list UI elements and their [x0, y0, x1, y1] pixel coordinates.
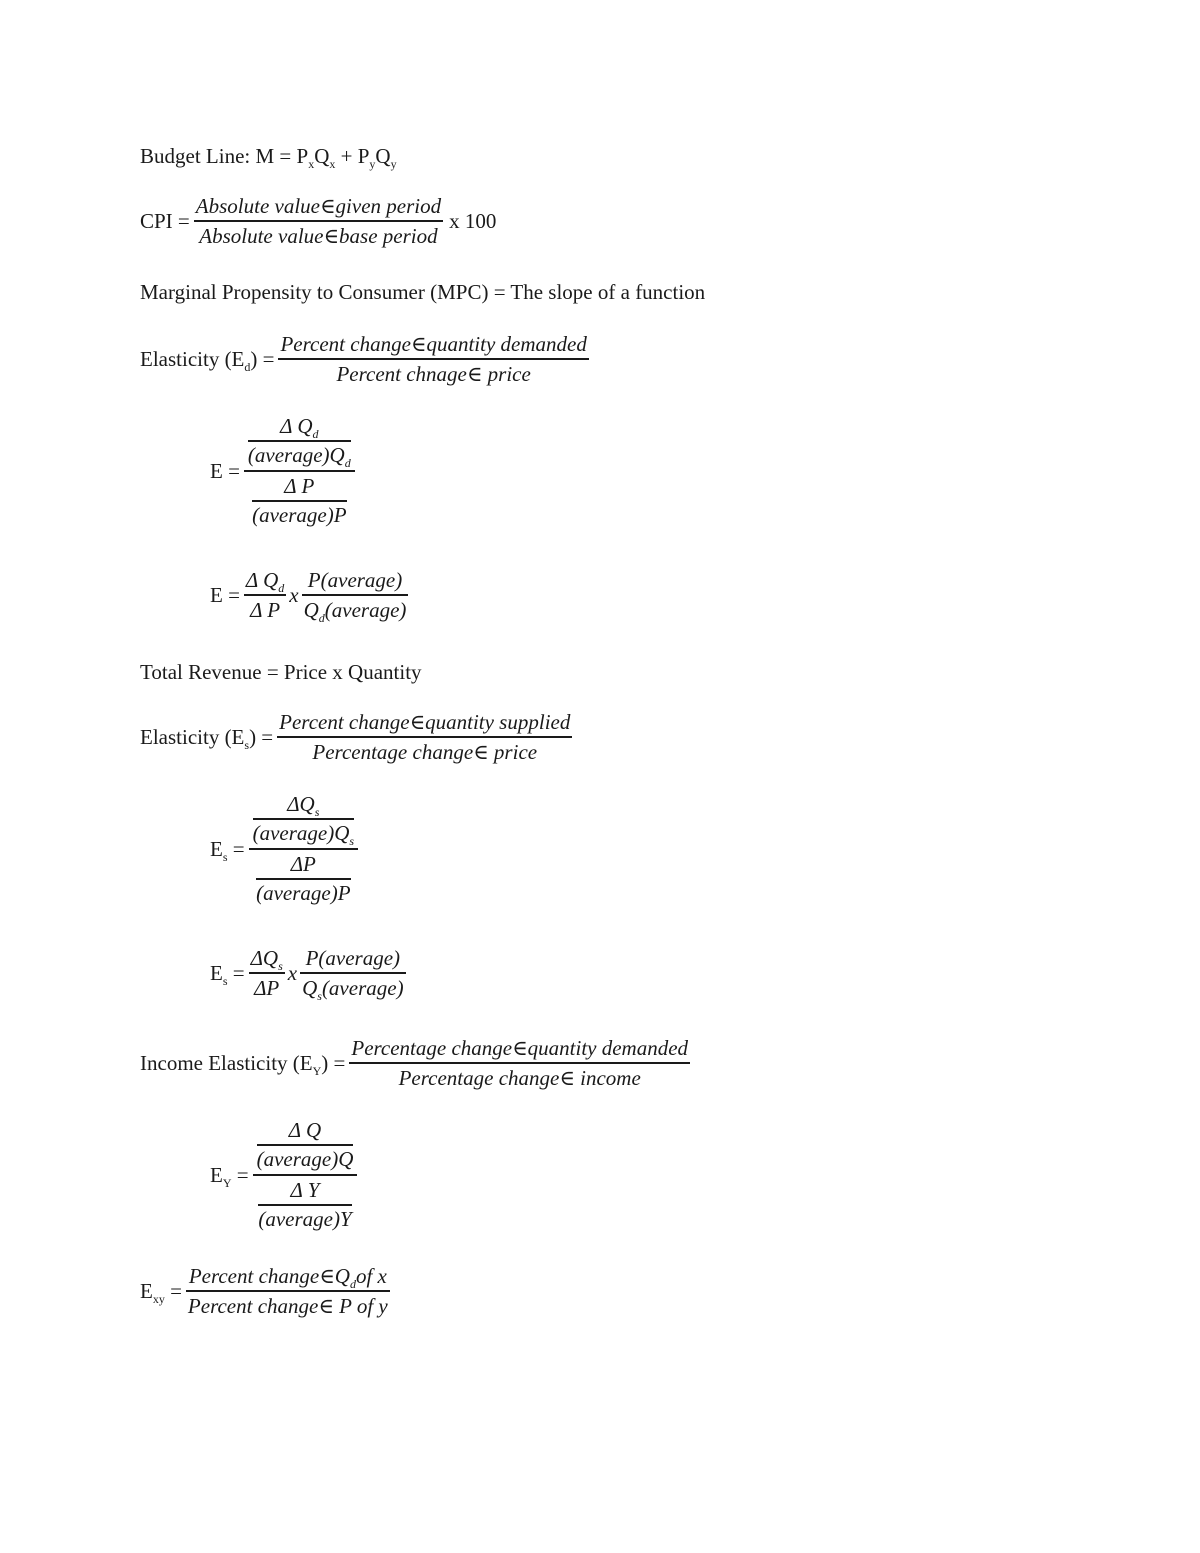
elasticity-supply-nested-formula: $E_s$ = $\Delta Q_s$ $(average)Q_s$ ΔP (average)P — [210, 790, 358, 908]
elasticity-demand-formula: Elasticity $(E_d)$ = $\frac{\text{Percent change∈quantity demanded}}{\text{Percent chnage∈ price}}$ — [140, 332, 587, 386]
elasticity-nested-fraction: Δ $Q_d$ $(average)Q_d$ Δ P (average)P — [244, 412, 355, 530]
income-elasticity-nested-formula: $E_Y$ = Δ Q (average)Q Δ Y (average)Y — [210, 1116, 357, 1234]
elasticity-supply-formula: Elasticity $(E_s)$ = $\frac{\text{Percent change∈quantity supplied}}{\text{Percentage change∈ price}}$ — [140, 710, 571, 764]
budget-line-formula: Budget Line: $M = P_xQ_x + P_yQ_y$ — [140, 144, 397, 171]
cross-elasticity-formula: $E_{xy}$ = $\frac{Percent change\in Q_dof x}{\text{Percent change∈ P of y}}$ — [140, 1264, 388, 1318]
income-elasticity-formula: Income Elasticity $(E_Y)$ = $\frac{\text{Percentage change∈quantity demanded}}{\text{Percentage change∈ income}}$ — [140, 1036, 689, 1090]
elasticity-supply-fraction: $\frac{\text{Percent change∈quantity supplied}}{\text{Percentage change∈ price}}$ — [279, 710, 571, 764]
mpc-definition: Marginal Propensity to Consumer (MPC) = The slope of a function — [140, 280, 706, 304]
elasticity-product-formula: E = $\frac{\Delta Q_d}{\text{Δ P}}$ x $\frac{\text{P(average)}}{Q_d(average)}$ — [210, 568, 407, 625]
cpi-formula: CPI = $\frac{\text{Absolute value∈given period}}{\text{Absolute value∈base period}}$ x 100 — [140, 194, 497, 248]
total-revenue-definition: Total Revenue = Price x Quantity — [140, 660, 422, 684]
income-elasticity-fraction: $\frac{\text{Percentage change∈quantity demanded}}{\text{Percentage change∈ income}}$ — [351, 1036, 689, 1090]
cpi-fraction: $\frac{\text{Absolute value∈given period}}{\text{Absolute value∈base period}}$ — [195, 194, 442, 248]
elasticity-nested-formula: E = Δ $Q_d$ $(average)Q_d$ Δ P (average)P — [210, 412, 355, 530]
elasticity-supply-product-formula: $E_s$ = $\frac{\Delta Q_s}{\Delta P}$ x $\frac{\text{P(average)}}{Q_s(average)}$ — [210, 946, 404, 1003]
cross-elasticity-fraction: $\frac{Percent change\in Q_dof x}{\text{Percent change∈ P of y}}$ — [187, 1264, 388, 1318]
elasticity-demand-fraction: $\frac{\text{Percent change∈quantity demanded}}{\text{Percent chnage∈ price}}$ — [280, 332, 587, 386]
